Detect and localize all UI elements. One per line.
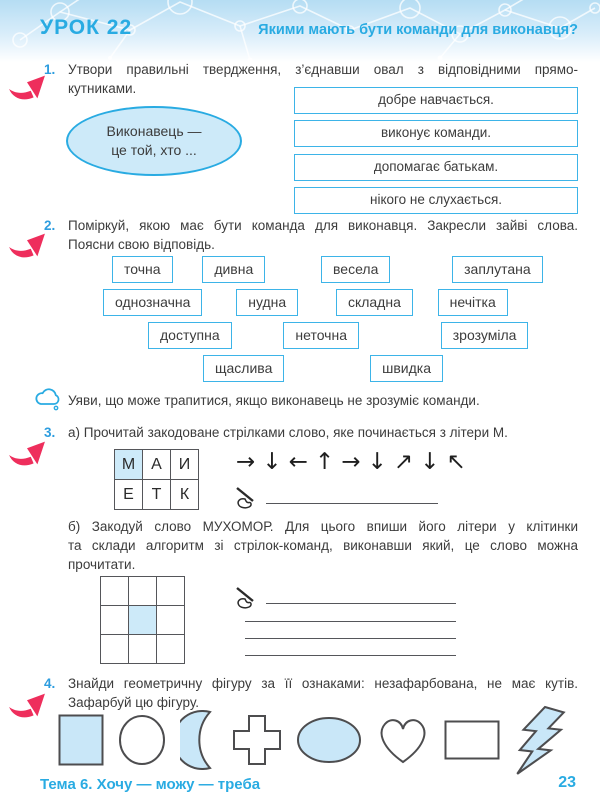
thought-cloud-icon: [34, 387, 62, 413]
code-cell[interactable]: [129, 577, 157, 606]
shape-row: [58, 704, 566, 776]
task3b-text-line2: та склади алгоритм зі стрілок-команд, виконавши який, це слово можна: [68, 538, 578, 553]
arrow-left-icon: ←: [288, 449, 308, 475]
hint-text: Уяви, що може трапитися, якщо виконавець не зрозуміє команди.: [68, 393, 480, 408]
word-box[interactable]: точна: [112, 256, 173, 283]
word-box[interactable]: дивна: [202, 256, 265, 283]
crescent-shape[interactable]: [180, 710, 218, 770]
answer-line-3a[interactable]: [266, 488, 438, 504]
task3a-text: а) Прочитай закодоване стрілками слово, яке починається з літери М.: [68, 425, 508, 440]
ellipse-shape[interactable]: [296, 716, 362, 764]
letter-cell-y: И: [171, 450, 199, 480]
answer-line-3b-2[interactable]: [245, 606, 456, 622]
task3b-text-line3: прочитати.: [68, 557, 136, 572]
task1-options: [294, 87, 578, 220]
answer-line-3b-4[interactable]: [245, 640, 456, 656]
task2-text-line1: Поміркуй, якою має бути команда для виконавця. Закресли зайві слова.: [68, 218, 578, 233]
arrow-code-sequence: [236, 449, 466, 475]
code-cell[interactable]: [101, 577, 129, 606]
code-cell[interactable]: [157, 606, 185, 635]
arrow-upleft-icon: ↖: [446, 449, 466, 475]
letter-cell-a: А: [143, 450, 171, 480]
lightning-shape[interactable]: [514, 705, 566, 781]
code-grid-3b: [100, 576, 185, 664]
task1-number: 1.: [44, 62, 56, 77]
task4-arrow-icon: [8, 688, 46, 722]
code-cell[interactable]: [101, 635, 129, 664]
word-box[interactable]: швидка: [370, 355, 443, 382]
word-box[interactable]: нудна: [236, 289, 298, 316]
task1-arrow-icon: [8, 70, 46, 104]
page-header: [0, 0, 600, 62]
task2-number: 2.: [44, 218, 56, 233]
code-cell[interactable]: [157, 577, 185, 606]
page-title: Якими мають бути команди для виконавця?: [258, 22, 578, 38]
option-box-4[interactable]: нікого не слухається.: [294, 187, 578, 214]
task3-number: 3.: [44, 425, 56, 440]
option-box-3[interactable]: допомагає батькам.: [294, 154, 578, 181]
word-box[interactable]: весела: [321, 256, 390, 283]
cross-shape[interactable]: [232, 714, 282, 766]
task4-text-line1: Знайди геометричну фігуру за її ознаками: незафарбована, не має кутів.: [68, 676, 578, 691]
task3-arrow-icon: [8, 436, 46, 470]
task2-text-line2: Поясни свою відповідь.: [68, 237, 215, 252]
letter-grid-3a: [114, 449, 199, 510]
letter-cell-k: К: [171, 480, 199, 510]
task2-word-boxes: [0, 256, 600, 388]
task4-number: 4.: [44, 676, 56, 691]
task2-instruction: [44, 216, 578, 254]
code-cell[interactable]: [157, 635, 185, 664]
footer-theme: Тема 6. Хочу — можу — треба: [40, 776, 261, 793]
task3b-text-line1: б) Закодуй слово МУХОМОР. Для цього впиши його літери у клітинки: [68, 519, 578, 534]
oval-text-line2: це той, хто ...: [111, 142, 197, 158]
arrow-down-icon: ↓: [420, 449, 440, 475]
lesson-label: УРОК 22: [40, 16, 133, 39]
word-box[interactable]: нечітка: [438, 289, 508, 316]
arrow-upright-icon: ↗: [393, 449, 414, 475]
heart-shape[interactable]: [376, 715, 430, 765]
word-box[interactable]: доступна: [148, 322, 232, 349]
word-box[interactable]: заплутана: [452, 256, 543, 283]
answer-line-3b-1[interactable]: [266, 588, 456, 604]
task3a-instruction: [44, 423, 578, 442]
answer-line-3b-3[interactable]: [245, 623, 456, 639]
letter-cell-t: Т: [143, 480, 171, 510]
word-box[interactable]: однозначна: [103, 289, 202, 316]
arrow-down-icon: ↓: [262, 449, 282, 475]
rectangle-shape[interactable]: [444, 720, 500, 760]
arrow-up-icon: ↑: [314, 449, 335, 475]
task1-text-line1: Утвори правильні твердження, з’єднавши овал з відповідними прямо-: [68, 62, 578, 77]
word-box[interactable]: складна: [336, 289, 413, 316]
task4-text-line2: Зафарбуй цю фігуру.: [68, 695, 200, 710]
square-shape[interactable]: [58, 714, 104, 766]
code-cell[interactable]: [101, 606, 129, 635]
word-box[interactable]: зрозуміла: [441, 322, 529, 349]
pen-icon: [234, 486, 264, 510]
word-box[interactable]: неточна: [283, 322, 359, 349]
arrow-right-icon: →: [341, 449, 361, 475]
task3b-instruction: [68, 517, 578, 574]
oval-text-line1: Виконавець —: [106, 123, 202, 139]
code-cell-center[interactable]: [129, 606, 157, 635]
circle-shape[interactable]: [118, 714, 166, 766]
executor-oval[interactable]: [66, 106, 242, 176]
word-box[interactable]: щаслива: [203, 355, 284, 382]
arrow-right-icon: →: [236, 449, 256, 475]
code-cell[interactable]: [129, 635, 157, 664]
task1-text-line2: кутниками.: [68, 81, 137, 96]
letter-cell-e: Е: [115, 480, 143, 510]
arrow-down-icon: ↓: [367, 449, 387, 475]
letter-cell-m: М: [115, 450, 143, 480]
option-box-1[interactable]: добре навчається.: [294, 87, 578, 114]
footer-page-number: 23: [558, 774, 576, 791]
option-box-2[interactable]: виконує команди.: [294, 120, 578, 147]
